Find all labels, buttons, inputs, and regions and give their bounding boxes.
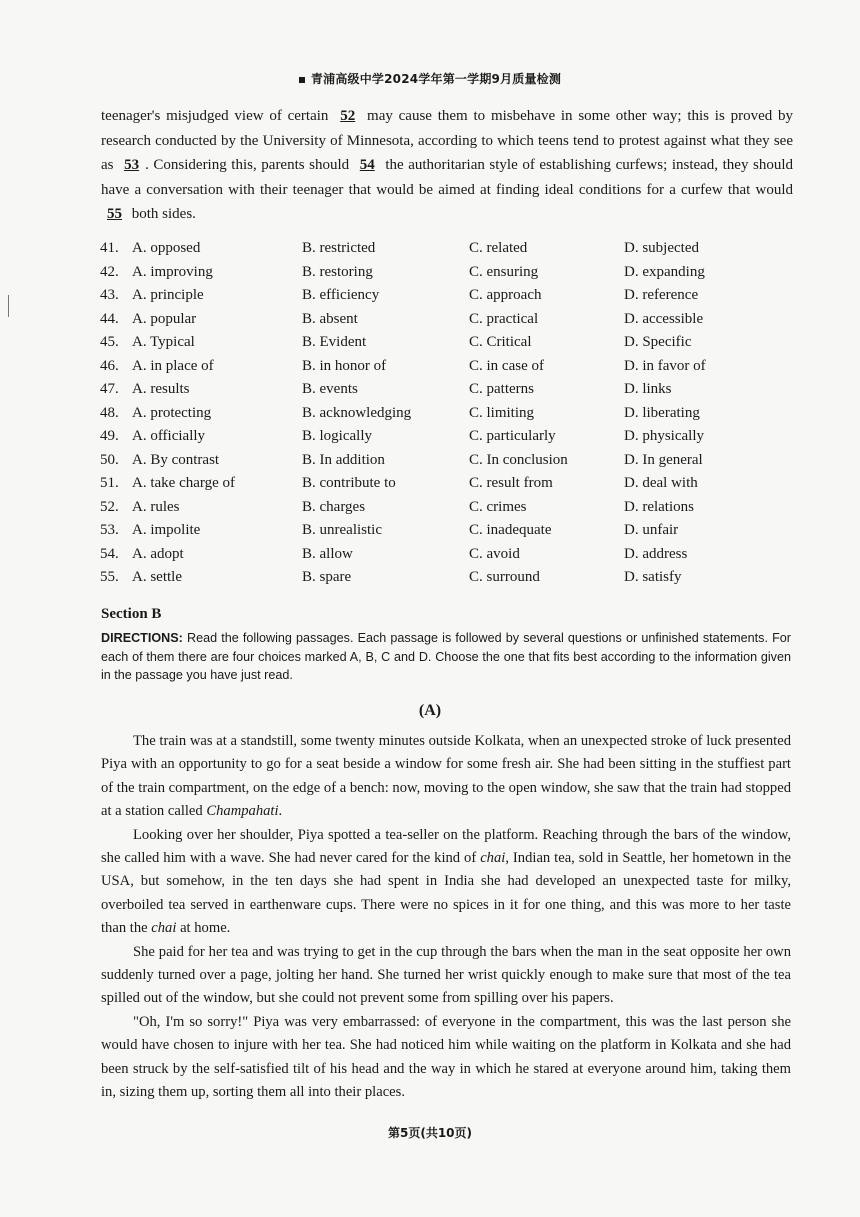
- passage-paragraph: [101, 824, 791, 941]
- option-row: [100, 569, 800, 593]
- option-row: [100, 405, 800, 429]
- option-a: A. impolite: [132, 522, 201, 538]
- page-header: [0, 70, 860, 87]
- intro-text: both sides.: [131, 206, 196, 222]
- intro-text: teenager's misjudged view of certain: [101, 108, 329, 124]
- reading-passage: [101, 730, 791, 1105]
- option-a: A. popular: [132, 310, 197, 327]
- question-number: 52.: [100, 498, 119, 515]
- option-d: D. Specific: [624, 334, 692, 350]
- option-d: D. reference: [624, 287, 699, 303]
- option-row: [100, 475, 800, 499]
- option-b: B. restoring: [302, 263, 373, 280]
- passage-text: , Indian tea, sold in Seattle, her hometown in the USA, but somehow, in the ten days she had spent in India she had developed an unexpected taste for milky, overboiled tea served in earthenware cups. There were no spices in it for one thing, and this was more to her taste than the: [101, 850, 791, 937]
- question-number: 49.: [100, 428, 119, 444]
- chai-term: chai: [480, 850, 506, 867]
- option-d: D. deal with: [624, 475, 698, 491]
- option-row: [100, 499, 800, 523]
- passage-text: Looking over her shoulder, Piya spotted a tea-seller on the platform. Reaching through the bars of the window, she called him with a wave. She had never cared for the kind of: [101, 826, 791, 867]
- option-b: B. unrealistic: [302, 522, 382, 538]
- option-c: C. avoid: [469, 545, 520, 562]
- question-number: 55.: [100, 569, 119, 585]
- question-number: 43.: [100, 287, 119, 303]
- section-directions: [101, 629, 791, 685]
- option-b: B. efficiency: [302, 287, 380, 303]
- option-row: [100, 452, 800, 476]
- option-d: D. liberating: [624, 404, 700, 421]
- option-row: [100, 522, 800, 546]
- question-number: 41.: [100, 240, 119, 256]
- question-number: 47.: [100, 381, 119, 397]
- option-b: B. spare: [302, 569, 352, 585]
- option-b: B. Evident: [302, 334, 367, 350]
- option-a: A. take charge of: [132, 475, 236, 491]
- section-title: Section B: [101, 606, 162, 622]
- option-a: A. in place of: [132, 357, 214, 374]
- blank-54: 54: [359, 157, 375, 173]
- option-a: A. By contrast: [132, 451, 220, 468]
- option-a: A. adopt: [132, 545, 184, 562]
- option-d: D. satisfy: [624, 569, 682, 585]
- option-b: B. logically: [302, 428, 372, 444]
- question-number: 51.: [100, 475, 119, 491]
- option-c: C. particularly: [469, 428, 556, 444]
- option-c: C. In conclusion: [469, 451, 568, 468]
- option-a: A. Typical: [132, 334, 195, 350]
- option-row: [100, 287, 800, 311]
- option-b: B. in honor of: [302, 357, 387, 374]
- option-a: A. results: [132, 381, 190, 397]
- option-b: B. allow: [302, 545, 353, 562]
- option-d: D. expanding: [624, 263, 705, 280]
- option-d: D. in favor of: [624, 357, 706, 374]
- intro-text: . Considering this, parents should: [145, 157, 350, 173]
- option-a: A. principle: [132, 287, 204, 303]
- option-c: C. practical: [469, 310, 539, 327]
- option-c: C. surround: [469, 569, 540, 585]
- bullet-icon: [299, 77, 305, 83]
- question-number: 45.: [100, 334, 119, 350]
- option-c: C. limiting: [469, 404, 535, 421]
- directions-label: DIRECTIONS:: [101, 631, 183, 645]
- directions-text: Read the following passages. Each passage is followed by several questions or unfinished statements. For each of them there are four choices marked A, B, C and D. Choose the one that fits best according to the information given in the passage you have just read.: [101, 631, 791, 682]
- option-d: D. accessible: [624, 310, 704, 327]
- option-d: D. subjected: [624, 240, 699, 256]
- question-number: 44.: [100, 310, 119, 327]
- option-b: B. acknowledging: [302, 404, 412, 421]
- passage-paragraph: She paid for her tea and was trying to get in the cup through the bars when the man in the seat opposite her own suddenly turned over a page, jolting her hand. She turned her wrist quickly enough to make sure that most of the tea spilled out of the window, but she could not prevent some from spilling over his papers.: [101, 943, 791, 1007]
- blank-53: 53: [124, 157, 140, 173]
- question-number: 42.: [100, 263, 119, 280]
- option-row: [100, 358, 800, 382]
- option-c: C. result from: [469, 475, 553, 491]
- question-number: 53.: [100, 522, 119, 538]
- option-b: B. charges: [302, 498, 366, 515]
- page-footer: 第5页(共10页): [387, 1126, 473, 1140]
- cloze-intro-paragraph: [101, 104, 793, 227]
- intro-text: may cause them to misbehave in some other way; this is proved by research conducted by the University of Minnesota, according to which teens tend to protest against what they see as: [101, 108, 794, 173]
- option-d: D. address: [624, 545, 688, 562]
- option-b: B. In addition: [302, 451, 385, 468]
- option-b: B. absent: [302, 310, 358, 327]
- question-number: 48.: [100, 404, 119, 421]
- chai-term: chai: [151, 920, 177, 937]
- passage-paragraph: [101, 730, 791, 824]
- option-b: B. events: [302, 381, 358, 397]
- option-row: [100, 334, 800, 358]
- option-a: A. improving: [132, 263, 213, 280]
- header-text: 青浦高级中学2024学年第一学期9月质量检测: [310, 72, 562, 86]
- option-c: C. related: [469, 240, 528, 256]
- option-c: C. patterns: [469, 381, 534, 397]
- question-number: 50.: [100, 451, 119, 468]
- option-a: A. opposed: [132, 240, 201, 256]
- option-row: [100, 428, 800, 452]
- option-row: [100, 546, 800, 570]
- option-a: A. officially: [132, 428, 206, 444]
- margin-mark: [8, 295, 9, 317]
- option-d: D. relations: [624, 498, 694, 515]
- option-c: C. in case of: [469, 357, 544, 374]
- intro-text: the authoritarian style of establishing curfews; instead, they should have a conversation with their teenager that would be aimed at finding ideal conditions for a curfew that would: [101, 157, 794, 198]
- option-a: A. rules: [132, 498, 180, 515]
- station-name: Champahati: [206, 803, 279, 820]
- passage-label: (A): [418, 702, 442, 719]
- passage-text: at home.: [180, 920, 231, 937]
- blank-55: 55: [107, 206, 122, 222]
- option-c: C. Critical: [469, 334, 532, 350]
- option-a: A. protecting: [132, 404, 212, 421]
- option-row: [100, 240, 800, 264]
- option-row: [100, 311, 800, 335]
- option-b: B. contribute to: [302, 475, 396, 491]
- option-row: [100, 381, 800, 405]
- passage-text: The train was at a standstill, some twenty minutes outside Kolkata, when an unexpected stroke of luck presented Piya with an opportunity to go for a seat beside a window for some fresh air. She had been sitting in the stuffiest part of the train compartment, on the edge of a bench: now, moving to the open window, she saw that the train had stopped at a station called: [101, 733, 791, 820]
- option-c: C. ensuring: [469, 263, 539, 280]
- option-d: D. In general: [624, 451, 703, 468]
- question-number: 54.: [100, 545, 119, 562]
- option-row: [100, 264, 800, 288]
- option-d: D. physically: [624, 428, 704, 444]
- option-a: A. settle: [132, 569, 182, 585]
- option-c: C. crimes: [469, 498, 527, 515]
- option-c: C. inadequate: [469, 522, 552, 538]
- option-b: B. restricted: [302, 240, 376, 256]
- answer-options-list: [100, 240, 800, 593]
- question-number: 46.: [100, 357, 119, 374]
- blank-52: 52: [340, 108, 356, 124]
- passage-text: .: [278, 803, 283, 820]
- option-d: D. links: [624, 381, 672, 397]
- passage-paragraph: "Oh, I'm so sorry!" Piya was very embarrassed: of everyone in the compartment, this was the last person she would have chosen to injure with her tea. She had noticed him while waiting on the platform in Kolkata and she had been struck by the self-satisfied tilt of his head and the way in which he stared at everyone around him, taking them in, sizing them up, sorting them all into their places.: [101, 1013, 791, 1101]
- option-c: C. approach: [469, 287, 542, 303]
- option-d: D. unfair: [624, 522, 679, 538]
